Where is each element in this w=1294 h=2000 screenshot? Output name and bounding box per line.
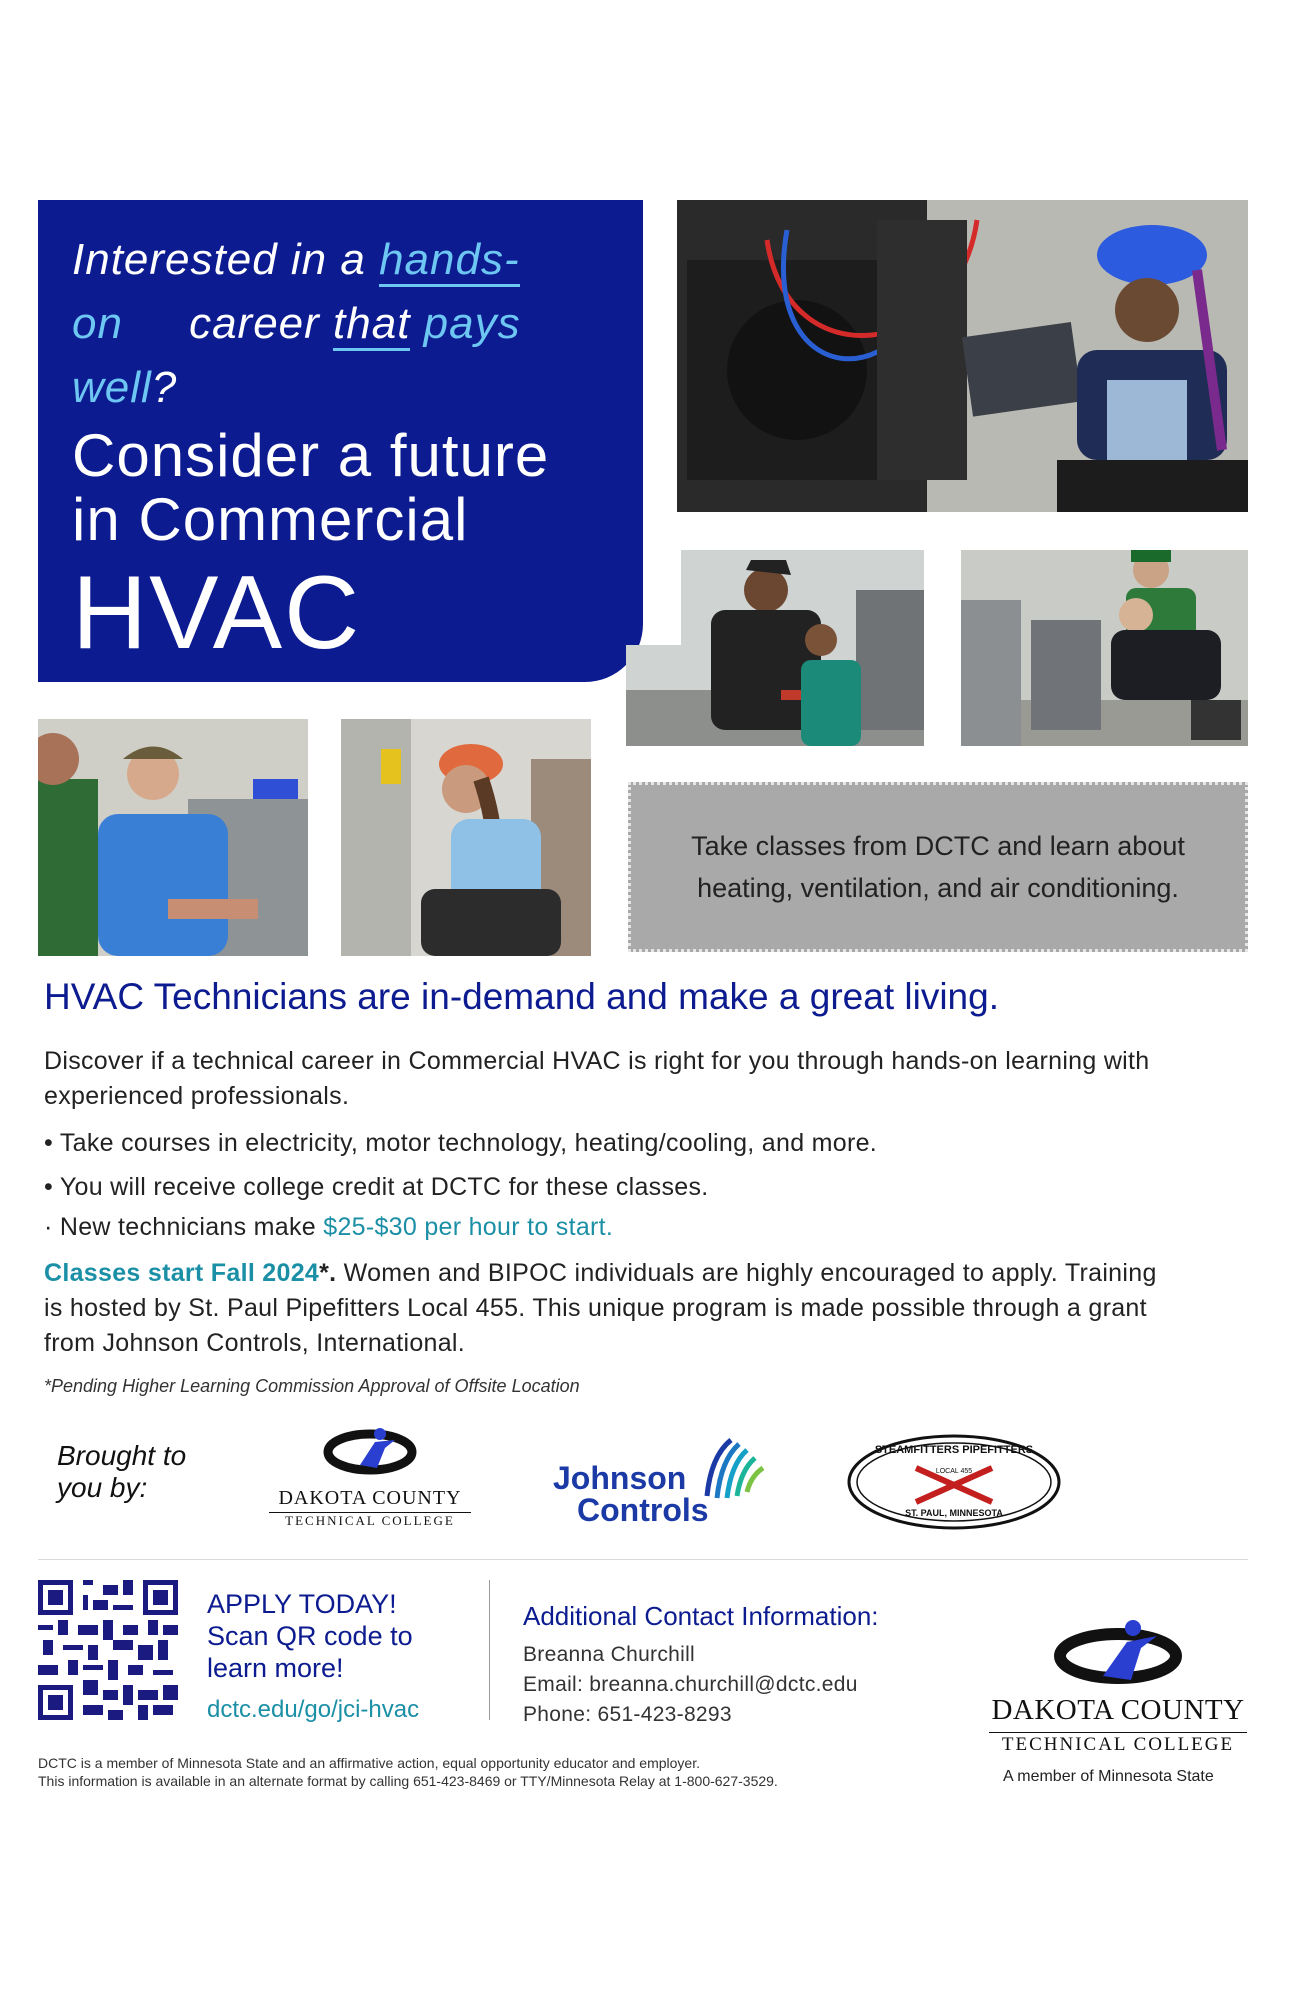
photo-technician-condenser xyxy=(677,200,1248,512)
pay-range: $25-$30 per hour to start. xyxy=(323,1213,614,1241)
hero-question-part: ? xyxy=(151,363,178,412)
pipefitters-logo-local: LOCAL 455 xyxy=(935,1468,973,1475)
hero-panel xyxy=(38,200,643,682)
footer-line: This information is available in an alternate format by calling 651-423-8469 or TTY/Minnesota Relay at 1-800-627-3529. xyxy=(38,1773,778,1789)
brought-by-label: Brought to you by: xyxy=(57,1440,187,1503)
hero-consider-line: in Commercial xyxy=(72,486,469,553)
dctc-logo-name: DAKOTA COUNTY xyxy=(278,1487,462,1509)
start-label: Classes start Fall 2024 xyxy=(44,1259,320,1287)
intro-paragraph: Discover if a technical career in Commercial HVAC is right for you through hands-on learning with experienced professionals. xyxy=(44,1047,1150,1110)
pipefitters-logo-top: STEAMFITTERS PIPEFITTERS xyxy=(874,1444,1034,1456)
photo-technicians-bench xyxy=(626,550,924,746)
hero-question-part: that xyxy=(333,299,410,351)
hero-question-highlight: pays xyxy=(410,299,521,348)
section-headline: HVAC Technicians are in-demand and make a great living. xyxy=(44,976,999,1017)
apply-line: learn more! xyxy=(207,1653,344,1683)
photo-student-blue-shirt xyxy=(38,719,308,956)
hero-question xyxy=(72,228,633,420)
jc-swirl-icon xyxy=(701,1436,769,1504)
pipefitters-local-455-logo xyxy=(846,1432,1062,1532)
dctc-large-logo-rule xyxy=(989,1732,1247,1733)
contact-heading: Additional Contact Information: xyxy=(523,1601,879,1631)
bullet-item: • You will receive college credit at DCTC for these classes. xyxy=(44,1173,709,1201)
start-paragraph xyxy=(44,1256,1164,1361)
qr-code-icon xyxy=(38,1580,178,1720)
classes-info-box xyxy=(628,782,1248,952)
pipefitters-logo-bottom: ST. PAUL, MINNESOTA xyxy=(905,1508,1003,1518)
hero-hvac-title: HVAC xyxy=(72,555,362,671)
hero-question-part: Interested in a xyxy=(72,235,380,284)
bullet-item: • Take courses in electricity, motor technology, heating/cooling, and more. xyxy=(44,1129,878,1157)
bullet-item-pay xyxy=(44,1210,1164,1245)
dctc-logo xyxy=(265,1420,475,1532)
dctc-large-swoosh-icon xyxy=(1033,1612,1203,1692)
apply-callout xyxy=(207,1588,413,1684)
dctc-logo-large xyxy=(983,1612,1253,1755)
hero-question-highlight: hands- xyxy=(379,235,520,287)
contact-name: Breanna Churchill xyxy=(523,1643,696,1666)
classes-info-text: Take classes from DCTC and learn about heating, ventilation, and air conditioning. xyxy=(691,831,1185,903)
contact-phone[interactable]: Phone: 651-423-8293 xyxy=(523,1703,732,1726)
jc-logo-line2: Controls xyxy=(577,1492,709,1528)
hero-question-part: career xyxy=(175,299,334,348)
hero-consider-line: Consider a future xyxy=(72,422,550,489)
photo-instructor-students xyxy=(961,550,1248,746)
johnson-controls-logo xyxy=(553,1432,773,1532)
vertical-divider xyxy=(489,1580,490,1720)
member-statement: A member of Minnesota State xyxy=(1003,1768,1214,1785)
hero-question-highlight: on xyxy=(72,299,123,348)
hero-consider xyxy=(72,424,633,552)
hero-question-highlight: well xyxy=(72,363,152,412)
contact-email[interactable]: Email: breanna.churchill@dctc.edu xyxy=(523,1673,858,1696)
divider xyxy=(38,1559,1248,1560)
start-text: Women and BIPOC individuals are highly encouraged to apply. Training is hosted by St. Paul Pipefitters Local 455. This unique program is made possible through a grant from Johnson Controls, International. xyxy=(44,1259,1157,1357)
footer-line: DCTC is a member of Minnesota State and an affirmative action, equal opportunity educator and employer. xyxy=(38,1755,700,1771)
apply-line: Scan QR code to xyxy=(207,1621,413,1651)
dctc-swoosh-icon xyxy=(265,1420,475,1480)
pay-prefix: · New technicians make xyxy=(44,1213,324,1241)
jc-logo-line1: Johnson xyxy=(553,1460,687,1496)
approval-note: *Pending Higher Learning Commission Approval of Offsite Location xyxy=(44,1376,580,1396)
photo-technician-hard-hat xyxy=(341,719,591,956)
apply-title: APPLY TODAY! xyxy=(207,1589,397,1619)
dctc-logo-subtitle: TECHNICAL COLLEGE xyxy=(285,1513,455,1528)
dctc-large-logo-name: DAKOTA COUNTY xyxy=(991,1694,1245,1726)
apply-link[interactable]: dctc.edu/go/jci-hvac xyxy=(207,1696,420,1723)
start-asterisk: *. xyxy=(319,1259,337,1287)
qr-code[interactable] xyxy=(38,1580,178,1720)
dctc-large-logo-subtitle: TECHNICAL COLLEGE xyxy=(1001,1734,1235,1755)
